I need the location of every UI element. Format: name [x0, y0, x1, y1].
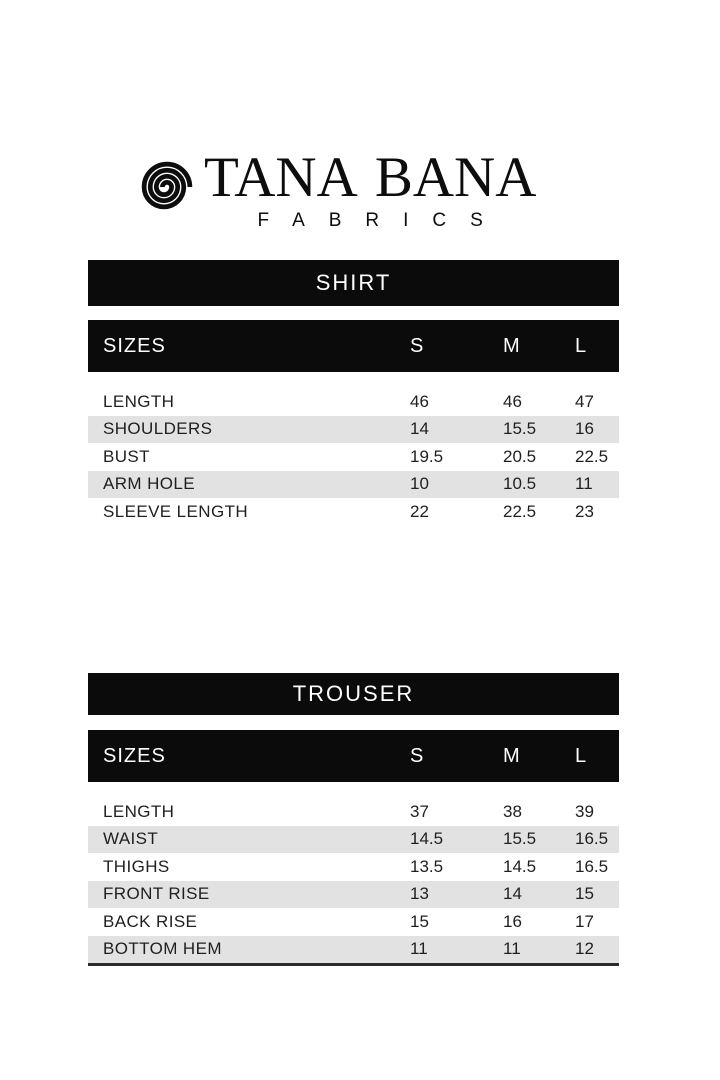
value-m: 10.5	[503, 474, 537, 494]
value-l: 47	[575, 391, 594, 411]
table-row	[88, 443, 619, 471]
value-m: 20.5	[503, 446, 537, 466]
measurement-label: THIGHS	[103, 856, 170, 876]
value-m: 14	[503, 884, 522, 904]
brand-logo	[138, 146, 537, 231]
measurement-label: BACK RISE	[103, 911, 198, 931]
table-row	[88, 416, 619, 444]
measurement-label: WAIST	[103, 829, 159, 849]
shirt-table-rows	[88, 388, 619, 526]
table-row	[88, 498, 619, 526]
brand-subtitle: FABRICS	[257, 210, 507, 231]
value-l: 23	[575, 501, 594, 521]
size-column-s: S	[410, 334, 425, 357]
value-l: 15	[575, 884, 594, 904]
measurement-label: BOTTOM HEM	[103, 939, 222, 959]
size-column-s: S	[410, 744, 425, 767]
table-row	[88, 908, 619, 936]
measurement-label: SLEEVE LENGTH	[103, 501, 249, 521]
value-s: 13	[410, 884, 429, 904]
sizes-label: SIZES	[103, 744, 166, 767]
sizes-label: SIZES	[103, 334, 166, 357]
table-row	[88, 853, 619, 881]
value-l: 11	[575, 474, 593, 494]
value-s: 14	[410, 419, 429, 439]
value-m: 15.5	[503, 829, 537, 849]
size-column-m: M	[503, 334, 521, 357]
value-m: 38	[503, 801, 522, 821]
value-s: 22	[410, 501, 429, 521]
brand-logo-text	[204, 146, 537, 231]
value-s: 37	[410, 801, 429, 821]
size-column-l: L	[575, 744, 588, 767]
size-column-m: M	[503, 744, 521, 767]
value-m: 46	[503, 391, 522, 411]
shirt-section-title: SHIRT	[88, 260, 619, 306]
value-s: 11	[410, 939, 428, 959]
shirt-table-header	[88, 320, 619, 372]
value-s: 10	[410, 474, 429, 494]
value-l: 16.5	[575, 856, 609, 876]
value-s: 46	[410, 391, 429, 411]
measurement-label: BUST	[103, 446, 150, 466]
measurement-label: SHOULDERS	[103, 419, 213, 439]
trouser-table-header	[88, 730, 619, 782]
table-row	[88, 881, 619, 909]
value-l: 16.5	[575, 829, 609, 849]
value-m: 15.5	[503, 419, 537, 439]
table-row	[88, 388, 619, 416]
value-l: 22.5	[575, 446, 609, 466]
brand-name: TANA BANA	[204, 146, 537, 209]
value-l: 39	[575, 801, 594, 821]
value-s: 15	[410, 911, 429, 931]
trouser-section-title: TROUSER	[88, 673, 619, 715]
value-m: 16	[503, 911, 522, 931]
table-row	[88, 936, 619, 964]
value-m: 22.5	[503, 501, 537, 521]
table-row	[88, 471, 619, 499]
table-row	[88, 826, 619, 854]
size-column-l: L	[575, 334, 588, 357]
spiral-icon	[138, 158, 196, 216]
measurement-label: LENGTH	[103, 801, 175, 821]
measurement-label: ARM HOLE	[103, 474, 195, 494]
trouser-table-rows	[88, 798, 619, 966]
value-l: 17	[575, 911, 594, 931]
value-m: 14.5	[503, 856, 537, 876]
measurement-label: LENGTH	[103, 391, 175, 411]
table-row	[88, 798, 619, 826]
value-l: 12	[575, 939, 594, 959]
value-m: 11	[503, 939, 521, 959]
value-l: 16	[575, 419, 594, 439]
value-s: 13.5	[410, 856, 444, 876]
measurement-label: FRONT RISE	[103, 884, 210, 904]
value-s: 19.5	[410, 446, 444, 466]
value-s: 14.5	[410, 829, 444, 849]
